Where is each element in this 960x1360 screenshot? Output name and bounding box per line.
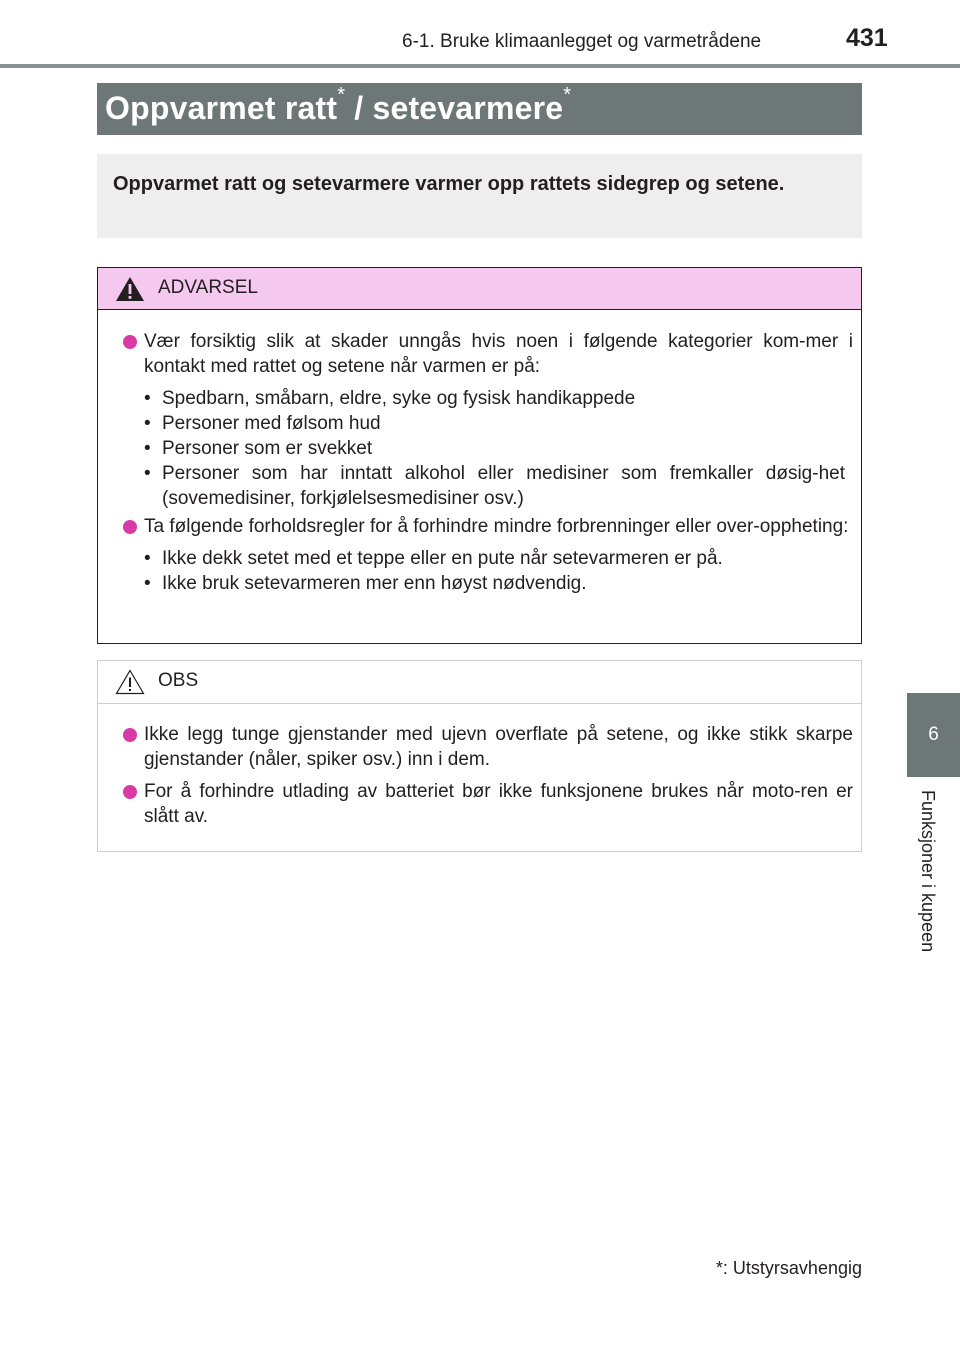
warning-sublist — [98, 386, 853, 511]
warning-header — [98, 268, 861, 310]
intro-box — [97, 154, 862, 238]
warning-item — [98, 514, 861, 596]
bullet-dot-icon — [123, 520, 137, 534]
intro-text: Oppvarmet ratt og setevarmere varmer opp rattets sidegrep og setene. — [113, 173, 785, 195]
notice-item-text: For å forhindre utlading av batteriet bør ikke funksjonene brukes når moto-ren er slått av. — [144, 781, 853, 827]
notice-item-text: Ikke legg tunge gjenstander med ujevn overflate på setene, og ikke stikk skarpe gjenstander (nåler, spiker osv.) inn i dem. — [144, 724, 853, 770]
sublist-item: • Ikke dekk setet med et teppe eller en pute når setevarmeren er på. — [162, 546, 845, 571]
sublist-item: • Personer som har inntatt alkohol eller medisiner som fremkaller døsig-het (sovemedisiner, forkjølelsesmedisiner osv.) — [162, 461, 845, 511]
header-rule — [0, 64, 960, 68]
title-asterisk: * — [337, 84, 346, 106]
bullet-dot-icon — [123, 728, 137, 742]
warning-item — [98, 329, 861, 511]
section-title: Oppvarmet ratt — [105, 90, 338, 126]
section-side-label — [917, 790, 943, 990]
sublist-item: • Ikke bruk setevarmeren mer enn høyst nødvendig. — [162, 571, 845, 596]
notice-box — [97, 660, 862, 852]
section-tab — [907, 693, 960, 777]
notice-label: OBS — [158, 670, 199, 691]
title-asterisk-2: * — [563, 84, 572, 106]
notice-item — [98, 722, 861, 772]
warning-label: ADVARSEL — [158, 277, 258, 298]
bullet-dot-icon — [123, 335, 137, 349]
sublist-item: • Personer med følsom hud — [162, 411, 845, 436]
warning-item-text: Vær forsiktig slik at skader unngås hvis noen i følgende kategorier kom-mer i kontakt med rattet og setene når varmen er på: — [144, 331, 853, 377]
warning-sublist — [98, 546, 853, 596]
warning-item-text: Ta følgende forholdsregler for å forhindre mindre forbrenninger eller over-oppheting: — [144, 516, 849, 537]
section-tab-number: 6 — [928, 724, 939, 745]
notice-header — [98, 661, 861, 704]
warning-body — [98, 310, 861, 596]
page-number: 431 — [846, 24, 888, 52]
section-side-label-text: Funksjoner i kupeen — [918, 790, 938, 953]
warning-box — [97, 267, 862, 644]
notice-body — [98, 704, 861, 829]
footnote: *: Utstyrsavhengig — [715, 1258, 862, 1278]
sublist-item: • Spedbarn, småbarn, eldre, syke og fysisk handikappede — [162, 386, 845, 411]
notice-item — [98, 779, 861, 829]
chapter-title: 6-1. Bruke klimaanlegget og varmetrådene — [402, 31, 762, 52]
section-title-part2: / setevarmere — [345, 90, 564, 126]
warning-triangle-outline-icon — [115, 669, 145, 695]
warning-triangle-filled-icon — [115, 276, 145, 302]
section-title-bar — [97, 83, 862, 135]
sublist-item: • Personer som er svekket — [162, 436, 845, 461]
bullet-dot-icon — [123, 785, 137, 799]
